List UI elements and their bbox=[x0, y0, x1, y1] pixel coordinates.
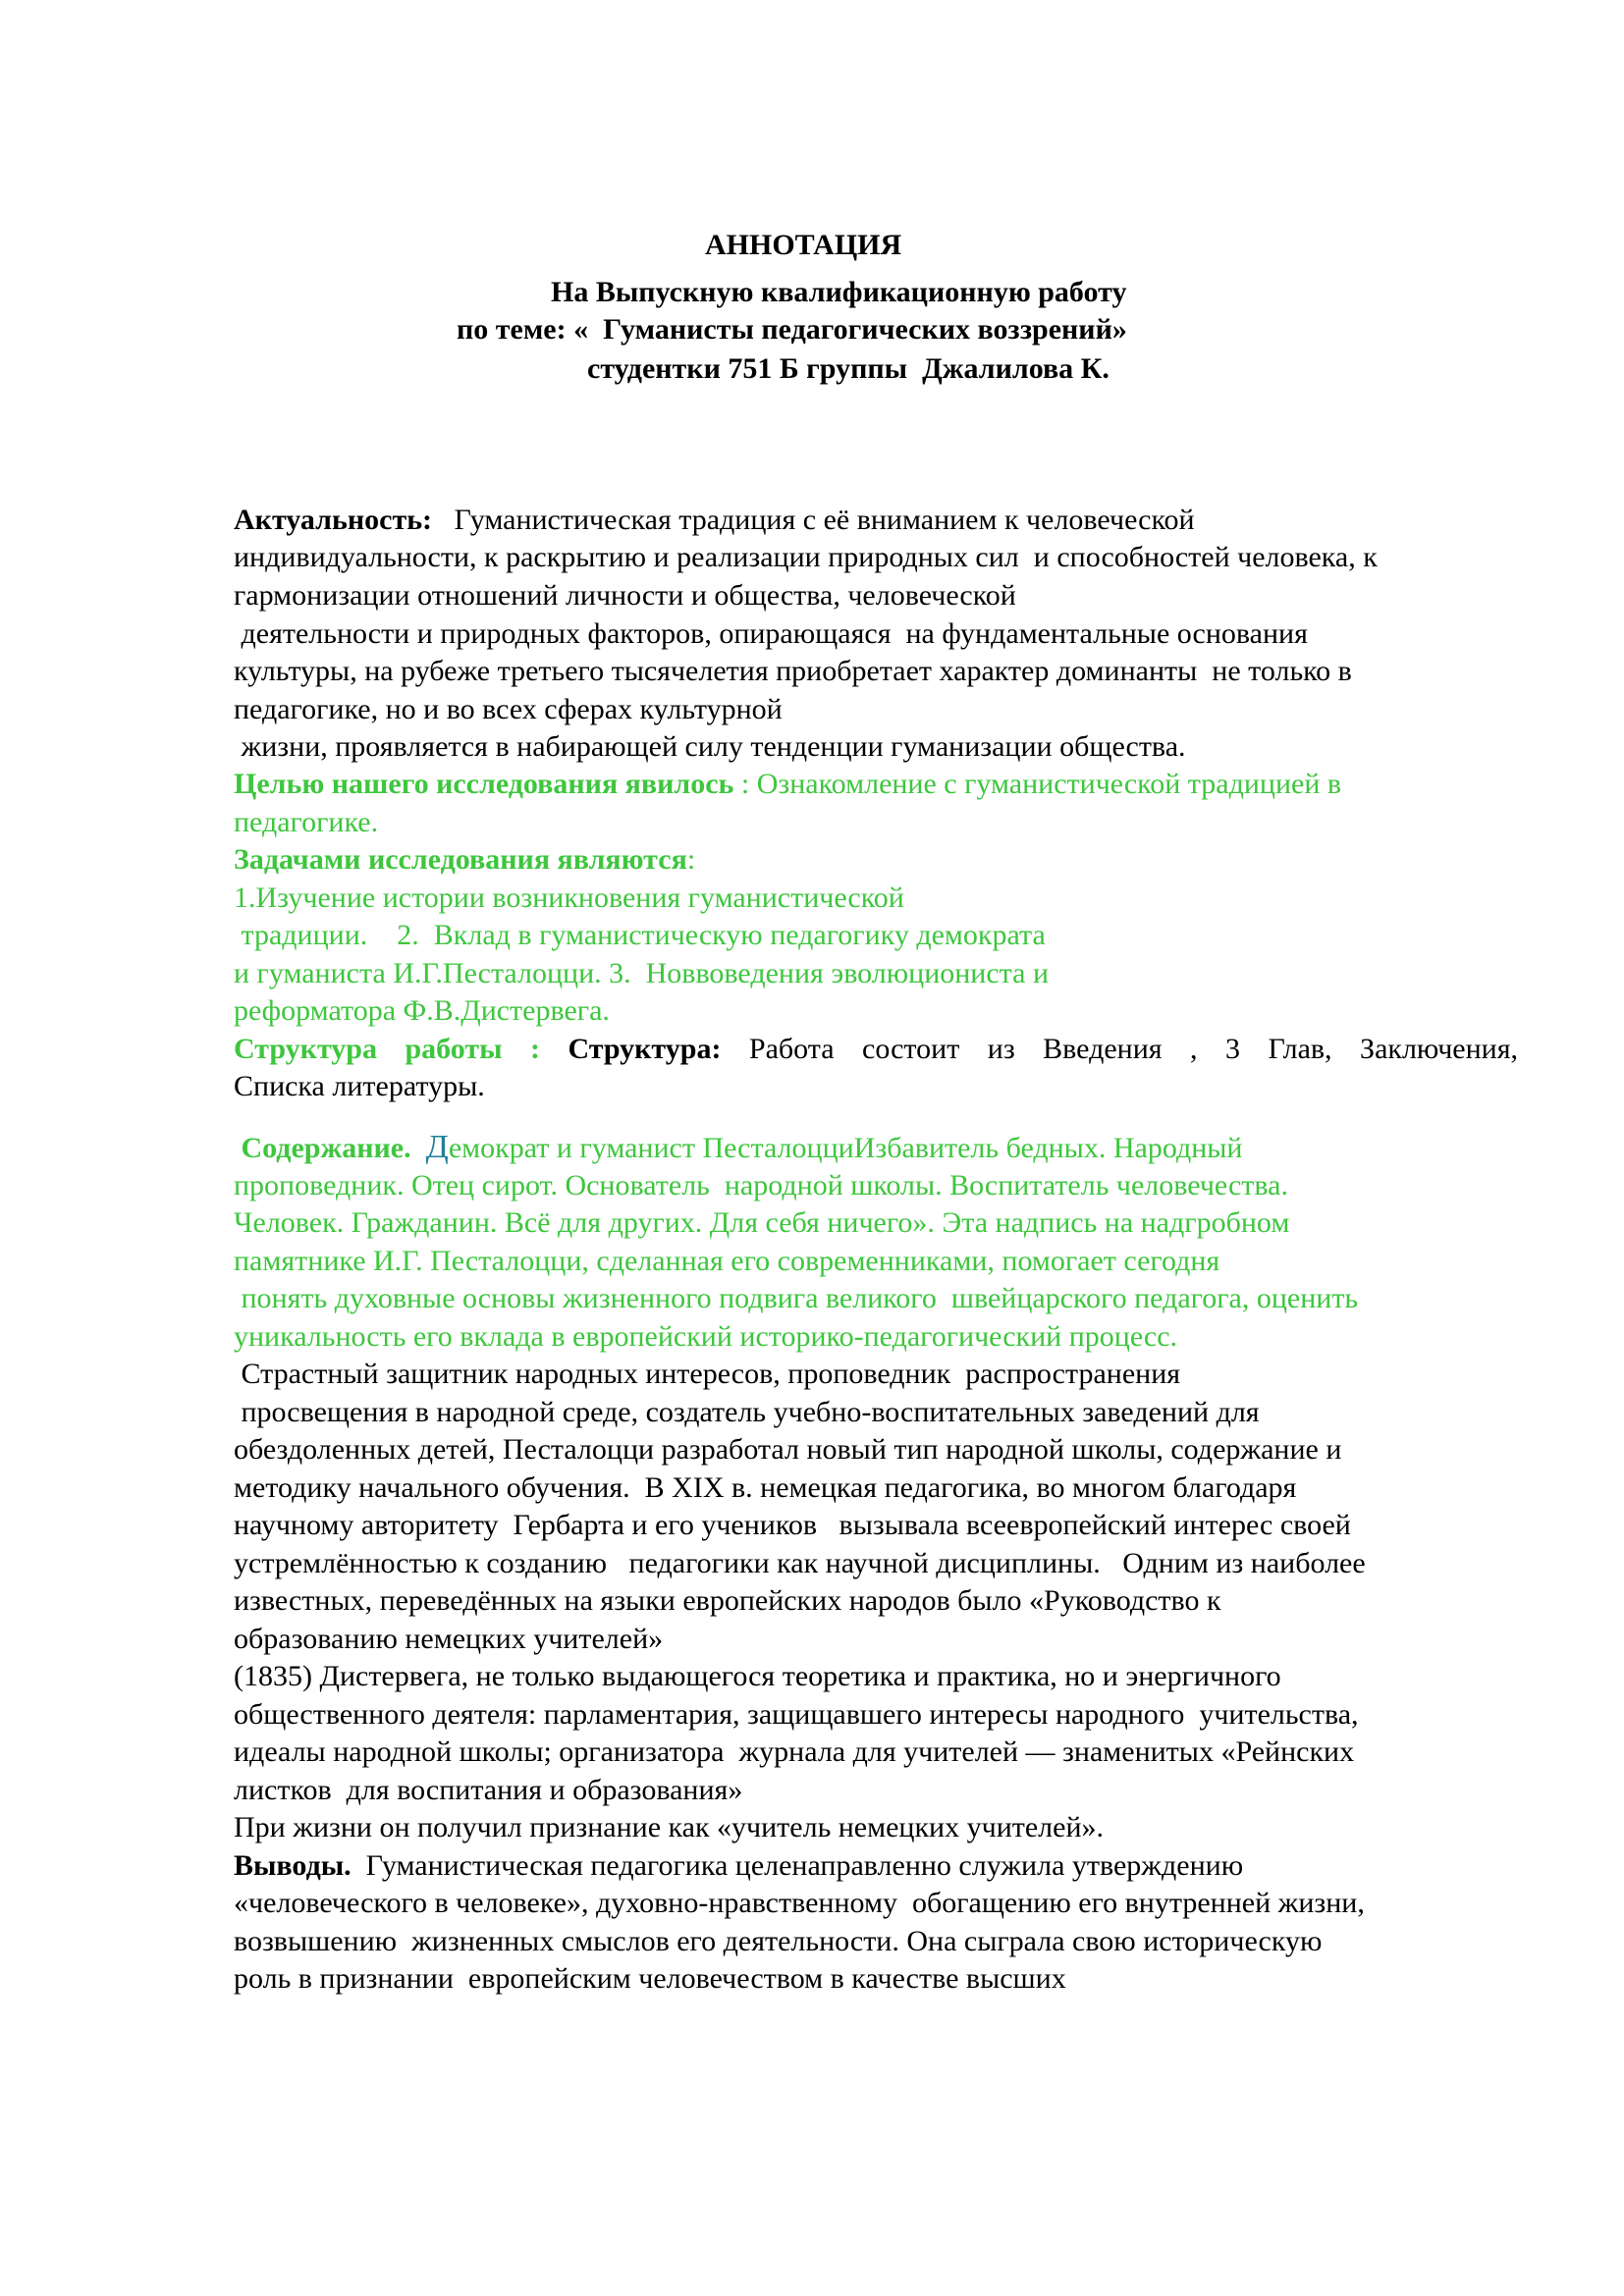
structure-label: Структура: bbox=[568, 1033, 722, 1065]
content-green-line: проповедник. Отец сирот. Основатель народной школы. Воспитатель человечества. bbox=[234, 1169, 1288, 1201]
conclusions-label: Выводы. bbox=[234, 1849, 352, 1882]
conclusions-line: «человеческого в человеке», духовно-нравственному обогащению его внутренней жизни, bbox=[234, 1887, 1365, 1919]
conclusions-line: возвышению жизненных смыслов его деятельности. Она сыграла свою историческую bbox=[234, 1925, 1323, 1957]
content-line: обездоленных детей, Песталоцци разработал новый тип народной школы, содержание и bbox=[234, 1433, 1342, 1466]
content-dropcap: Д bbox=[425, 1129, 449, 1165]
tasks-line: реформатора Ф.В.Дистервега. bbox=[234, 994, 610, 1027]
tasks-line: и гуманиста И.Г.Песталоцци. 3. Новвоведения эволюциониста и bbox=[234, 957, 1050, 989]
structure-label-green: Структура работы : bbox=[234, 1033, 540, 1065]
content-line: устремлённостью к созданию педагогики как научной дисциплины. Одним из наиболее bbox=[234, 1547, 1366, 1579]
relevance-label: Актуальность: bbox=[234, 504, 433, 536]
relevance-line: жизни, проявляется в набирающей силу тенденции гуманизации общества. bbox=[234, 730, 1186, 763]
content-line: просвещения в народной среде, создатель учебно-воспитательных заведений для bbox=[234, 1396, 1260, 1428]
content-line: методику начального обучения. В XIX в. немецкая педагогика, во многом благодаря bbox=[234, 1471, 1297, 1504]
relevance-line: культуры, на рубеже третьего тысячелетия приобретает характер доминанты не только в bbox=[234, 655, 1352, 687]
content-line: (1835) Дистервега, не только выдающегося теоретика и практика, но и энергичного bbox=[234, 1660, 1281, 1692]
tasks-line: 1.Изучение истории возникновения гуманистической bbox=[234, 881, 904, 914]
relevance-line: деятельности и природных факторов, опирающаяся на фундаментальные основания bbox=[234, 617, 1308, 650]
content-line: известных, переведённых на языки европейских народов было «Руководство к bbox=[234, 1584, 1221, 1617]
content-green-line: Человек. Гражданин. Всё для других. Для себя ничего». Эта надпись на надгробном bbox=[234, 1206, 1290, 1239]
tasks-heading: Задачами исследования являются: bbox=[234, 843, 696, 876]
relevance-line: индивидуальности, к раскрытию и реализации природных сил и способностей человека, к bbox=[234, 541, 1378, 573]
content-line: листков для воспитания и образования» bbox=[234, 1774, 743, 1806]
content-green-line: уникальность его вклада в европейский историко-педагогический процесс. bbox=[234, 1320, 1178, 1353]
content-line: общественного деятеля: парламентария, защищавшего интересы народного учительства, bbox=[234, 1698, 1359, 1731]
relevance-line: гармонизации отношений личности и общества, человеческой bbox=[234, 579, 1016, 612]
structure-paragraph-first: Структура работы : Структура: Работа состоит из Введения , 3 Глав, Заключения, bbox=[234, 1033, 1519, 1065]
content-line: идеалы народной школы; организатора журнала для учителей — знаменитых «Рейнских bbox=[234, 1735, 1355, 1768]
tasks-line: традиции. 2. Вклад в гуманистическую педагогику демократа bbox=[234, 919, 1046, 951]
subtitle-line-2: по теме: « Гуманисты педагогических воззрений» bbox=[457, 313, 1127, 346]
conclusions-paragraph-first: Выводы. Гуманистическая педагогика целенаправленно служила утверждению bbox=[234, 1849, 1244, 1882]
content-green-line: понять духовные основы жизненного подвига великого швейцарского педагога, оценить bbox=[234, 1282, 1359, 1314]
subtitle-line-1: На Выпускную квалификационную работу bbox=[551, 276, 1127, 308]
goal-paragraph-first: Целью нашего исследования явилось : Ознакомление с гуманистической традицией в bbox=[234, 768, 1342, 800]
conclusions-line: роль в признании европейским человечеством в качестве высших bbox=[234, 1962, 1066, 1995]
goal-label: Целью нашего исследования явилось bbox=[234, 768, 734, 800]
relevance-line: педагогике, но и во всех сферах культурной bbox=[234, 693, 783, 725]
content-line: научному авторитету Гербарта и его учеников вызывала всеевропейский интерес своей bbox=[234, 1509, 1351, 1541]
content-line: Страстный защитник народных интересов, проповедник распространения bbox=[234, 1358, 1181, 1390]
subtitle-line-3: студентки 751 Б группы Джалилова К. bbox=[587, 352, 1110, 385]
tasks-label: Задачами исследования являются bbox=[234, 843, 687, 876]
content-paragraph-first: Содержание. Демократ и гуманист ПесталоцциИзбавитель бедных. Народный bbox=[234, 1129, 1243, 1165]
document-title: АННОТАЦИЯ bbox=[705, 229, 902, 261]
structure-line: Списка литературы. bbox=[234, 1070, 485, 1102]
content-label: Содержание. bbox=[234, 1132, 411, 1164]
goal-line: педагогике. bbox=[234, 806, 379, 838]
content-line: При жизни он получил признание как «учитель немецких учителей». bbox=[234, 1811, 1105, 1843]
content-line: образованию немецких учителей» bbox=[234, 1623, 664, 1655]
content-green-line: памятнике И.Г. Песталоцци, сделанная его современниками, помогает сегодня bbox=[234, 1245, 1220, 1277]
relevance-paragraph-first: Актуальность: Гуманистическая традиция с её вниманием к человеческой bbox=[234, 504, 1195, 536]
